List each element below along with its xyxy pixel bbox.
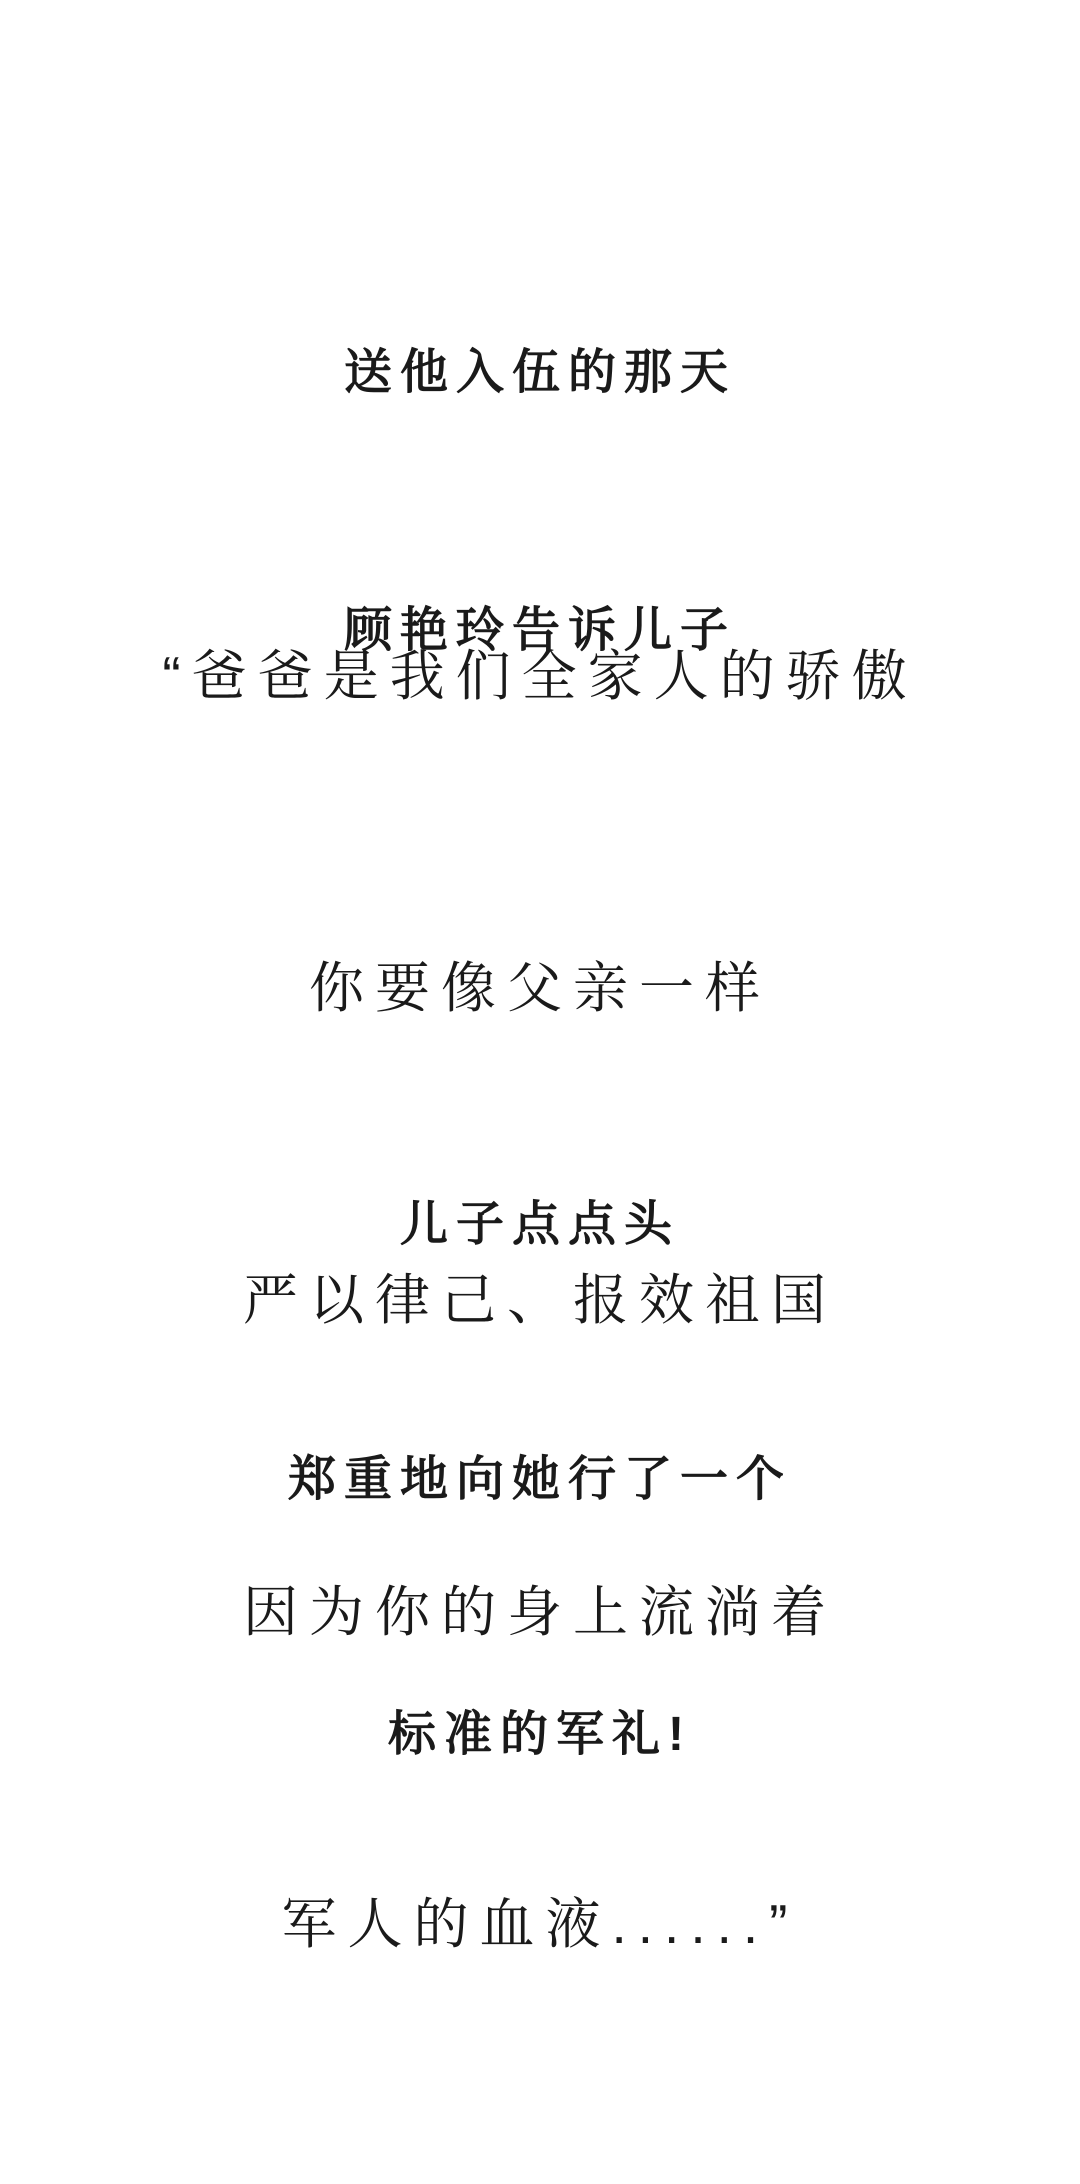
intro-line-2: 顾艳玲告诉儿子 [343,604,736,657]
quote-line-4: 因为你的身上流淌着 [242,1581,837,1643]
outro-line-3: 标准的军礼! [388,1708,692,1761]
quote-line-3: 严以律己、报效祖国 [242,1269,837,1331]
quote-line-2: 你要像父亲一样 [308,957,771,1019]
quote-line-1: “爸爸是我们全家人的骄傲 [162,645,918,707]
outro-line-1: 儿子点点头 [399,1198,680,1251]
intro-line-1: 送他入伍的那天 [343,346,736,399]
outro-line-2: 郑重地向她行了一个 [287,1453,792,1506]
outro-section [0,1012,1080,1947]
quote-line-5: 军人的血液......” [281,1893,799,1955]
